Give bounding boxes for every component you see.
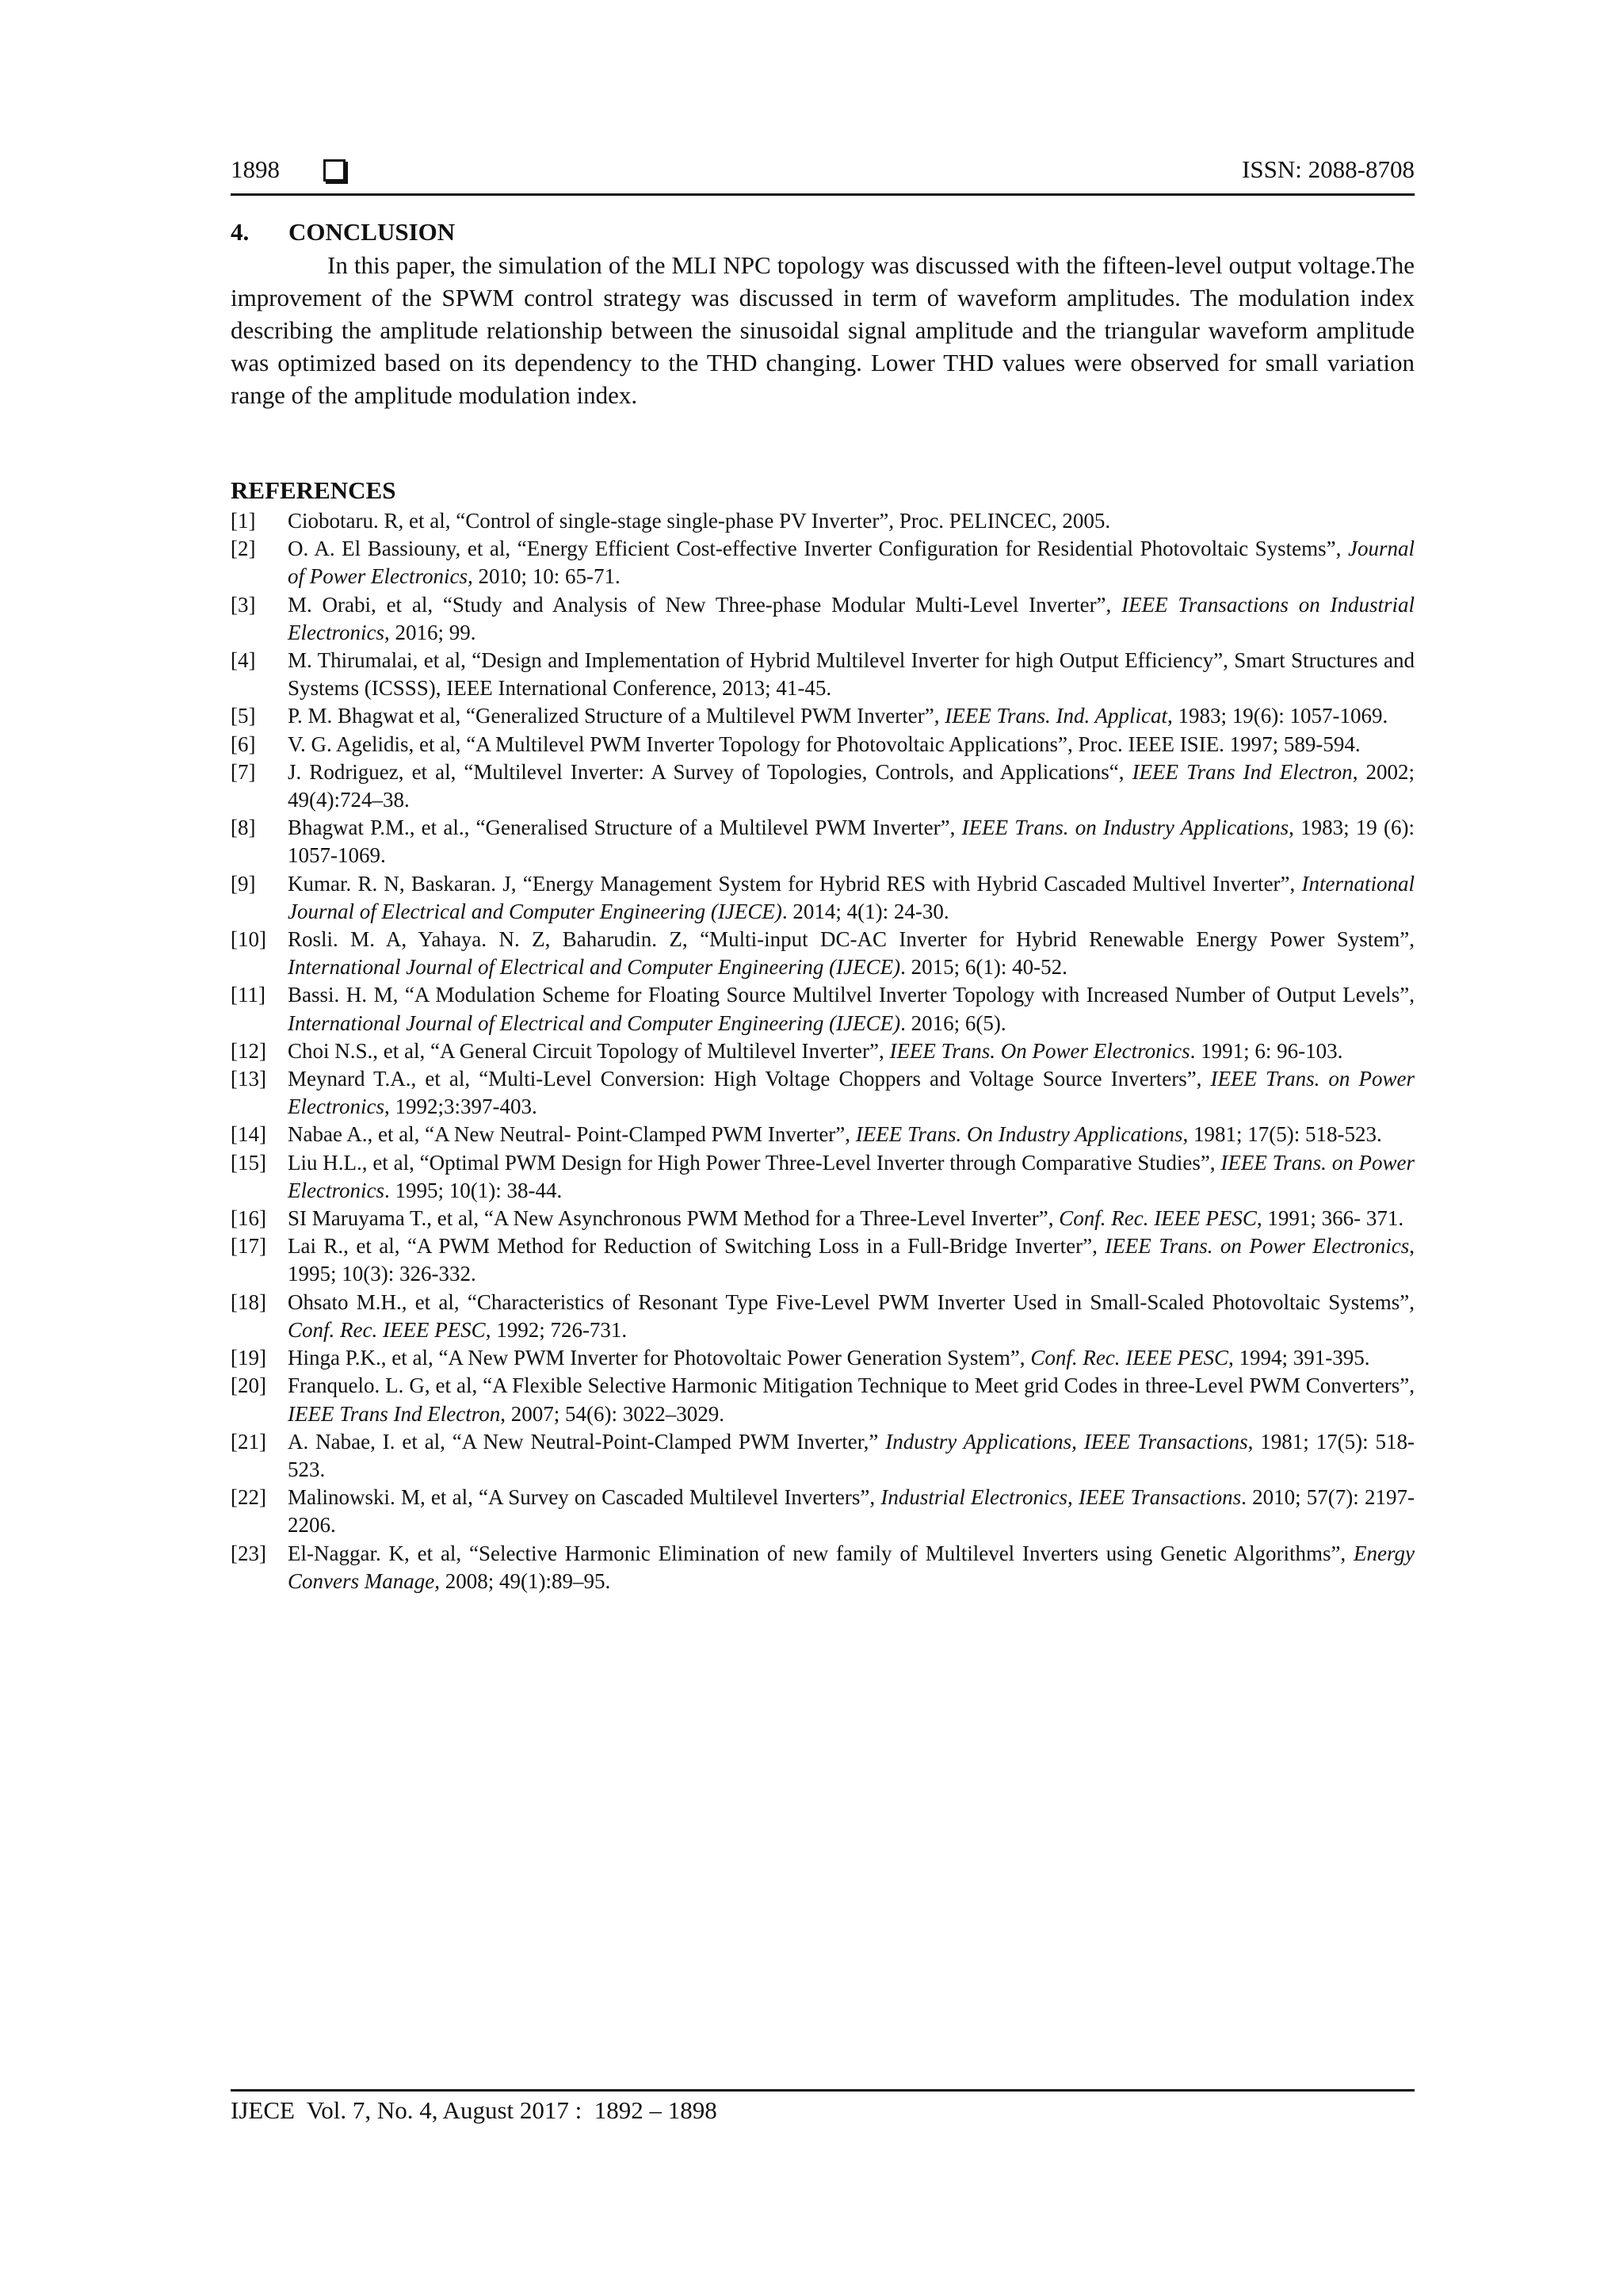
- reference-text-main: Nabae A., et al, “A New Neutral- Point-Clamped PWM Inverter”,: [288, 1122, 856, 1147]
- reference-item: [231, 1121, 1415, 1148]
- reference-item: [231, 870, 1415, 926]
- reference-text-main: Franquelo. L. G, et al, “A Flexible Selective Harmonic Mitigation Technique to Meet grid Codes in three-Level PWM Converters”,: [288, 1373, 1415, 1398]
- reference-text: [288, 591, 1415, 647]
- reference-text-tail: , 1991; 366- 371.: [1256, 1206, 1404, 1231]
- reference-number: [15]: [231, 1150, 266, 1175]
- reference-text: [288, 1065, 1415, 1121]
- reference-text-tail: 2008; 49(1):89–95.: [439, 1568, 611, 1593]
- reference-text-main: Lai R., et al, “A PWM Method for Reduction of Switching Loss in a Full-Bridge Inverter”,: [288, 1234, 1106, 1259]
- reference-source-italic: IEEE Trans Ind Electron: [1132, 759, 1353, 784]
- reference-text-main: P. M. Bhagwat et al, “Generalized Structure of a Multilevel PWM Inverter”,: [288, 704, 945, 728]
- reference-text: [288, 870, 1415, 926]
- reference-text-tail: , 1981; 17(5): 518-523.: [1182, 1122, 1382, 1147]
- reference-text-main: Liu H.L., et al, “Optimal PWM Design for High Power Three-Level Inverter through Comparative Studies”,: [288, 1150, 1221, 1175]
- reference-item: [231, 1205, 1415, 1232]
- reference-item: [231, 702, 1415, 730]
- reference-text-tail: , 2002; 49(4):724–38.: [288, 759, 1415, 812]
- page-number: 1898: [231, 155, 280, 183]
- reference-number: [10]: [231, 927, 266, 952]
- reference-text: [288, 1289, 1415, 1344]
- reference-source-italic: IEEE Trans. on Industry Applications: [961, 816, 1289, 840]
- reference-source-italic: IEEE Trans. on Power Electronics: [1105, 1234, 1410, 1259]
- reference-number: [1]: [231, 509, 256, 533]
- reference-source-italic: IEEE Trans. Ind. Applicat: [945, 704, 1167, 728]
- section-heading: [231, 216, 1415, 249]
- reference-text: [288, 647, 1415, 702]
- reference-item: [231, 731, 1415, 758]
- reference-item: [231, 1372, 1415, 1427]
- reference-item: [231, 535, 1415, 590]
- reference-text-main: J. Rodriguez, et al, “Multilevel Inverter: A Survey of Topologies, Controls, and Applications“,: [288, 759, 1132, 784]
- reference-text-tail: , 1995; 10(3): 326-332.: [288, 1234, 1415, 1286]
- reference-text: [288, 535, 1415, 590]
- reference-source-italic: IEEE Transactions on Industrial Electronics: [288, 592, 1415, 644]
- reference-source-italic: IEEE Trans. On Power Electronics: [889, 1038, 1190, 1063]
- reference-text-main: Bassi. H. M, “A Modulation Scheme for Floating Source Multilvel Inverter Topology with Increased Number of Output Levels”,: [288, 983, 1415, 1007]
- reference-text: [288, 507, 1415, 535]
- section-number: 4.: [231, 218, 250, 246]
- reference-item: [231, 1232, 1415, 1288]
- issn-label: ISSN: 2088-8708: [1242, 155, 1415, 183]
- reference-source-italic: Conf. Rec. IEEE PESC: [1059, 1206, 1257, 1231]
- reference-text-tail: . 1991; 6: 96-103.: [1190, 1038, 1343, 1063]
- reference-item: [231, 981, 1415, 1037]
- reference-text-main: V. G. Agelidis, et al, “A Multilevel PWM Inverter Topology for Photovoltaic Applications”, Proc. IEEE ISIE. 1997; 589-594.: [288, 732, 1361, 756]
- reference-text-tail: , 1992; 726-731.: [485, 1317, 628, 1342]
- reference-item: [231, 814, 1415, 869]
- reference-number: [6]: [231, 732, 256, 756]
- reference-text: [288, 758, 1415, 814]
- reference-text-main: SI Maruyama T., et al, “A New Asynchronous PWM Method for a Three-Level Inverter”,: [288, 1206, 1060, 1231]
- reference-number: [17]: [231, 1234, 266, 1259]
- reference-text-tail: . 2016; 6(5).: [900, 1010, 1006, 1035]
- reference-item: [231, 591, 1415, 647]
- reference-item: [231, 1540, 1415, 1595]
- page-footer: [231, 2089, 1415, 2125]
- reference-text: [288, 702, 1415, 730]
- reference-number: [3]: [231, 592, 256, 617]
- reference-source-italic: International Journal of Electrical and Computer Engineering (IJECE): [288, 955, 901, 980]
- reference-source-italic: Energy Convers Manage,: [288, 1541, 1415, 1593]
- reference-number: [4]: [231, 648, 256, 673]
- reference-source-italic: International Journal of Electrical and Computer Engineering (IJECE): [288, 871, 1415, 923]
- reference-text-main: M. Orabi, et al, “Study and Analysis of New Three-phase Modular Multi-Level Inverter”,: [288, 592, 1122, 617]
- reference-number: [12]: [231, 1038, 266, 1063]
- reference-list: [231, 507, 1415, 1595]
- reference-source-italic: IEEE Trans. on Power Electronics: [288, 1067, 1415, 1119]
- reference-text-tail: , 1994; 391-395.: [1228, 1346, 1370, 1370]
- reference-text-main: Kumar. R. N, Baskaran. J, “Energy Management System for Hybrid RES with Hybrid Cascaded Multivel Inverter”,: [288, 871, 1302, 896]
- reference-text-main: Malinowski. M, et al, “A Survey on Cascaded Multilevel Inverters”,: [288, 1485, 881, 1510]
- reference-text-tail: . 2015; 6(1): 40-52.: [900, 955, 1067, 980]
- references-title: REFERENCES: [231, 476, 396, 504]
- reference-source-italic: Industry Applications, IEEE Transactions: [885, 1429, 1248, 1454]
- reference-text-main: Meynard T.A., et al, “Multi-Level Conversion: High Voltage Choppers and Voltage Source Inverters”,: [288, 1067, 1211, 1091]
- reference-text-tail: , 2016; 99.: [384, 620, 476, 644]
- reference-text-main: Ohsato M.H., et al, “Characteristics of Resonant Type Five-Level PWM Inverter Used in Small-Scaled Photovoltaic Systems”,: [288, 1289, 1415, 1314]
- conclusion-paragraph: In this paper, the simulation of the MLI NPC topology was discussed with the fifteen-level output voltage.The improvement of the SPWM control strategy was discussed in term of waveform amplitudes. The modulation index describing the amplitude relationship between the sinusoidal signal amplitude and the triangular waveform amplitude was optimized based on its dependency to the THD changing. Lower THD values were observed for small variation range of the amplitude modulation index.: [231, 251, 1415, 409]
- reference-source-italic: Conf. Rec. IEEE PESC: [288, 1317, 486, 1342]
- reference-text: [288, 1428, 1415, 1484]
- reference-item: [231, 1289, 1415, 1344]
- reference-text-tail: . 2010; 57(7): 2197-2206.: [288, 1485, 1415, 1538]
- reference-text-tail: . 2014; 4(1): 24-30.: [781, 899, 949, 923]
- reference-item: [231, 647, 1415, 702]
- reference-text: [288, 926, 1415, 981]
- reference-number: [7]: [231, 759, 256, 784]
- reference-number: [16]: [231, 1206, 266, 1231]
- reference-item: [231, 1149, 1415, 1205]
- reference-number: [23]: [231, 1541, 266, 1565]
- reference-text-main: M. Thirumalai, et al, “Design and Implementation of Hybrid Multilevel Inverter for high Output Efficiency”, Smart Structures and Systems (ICSSS), IEEE International Conference, 2013; 41-45.: [288, 648, 1415, 701]
- reference-text: [288, 1540, 1415, 1595]
- reference-number: [21]: [231, 1429, 266, 1454]
- reference-text-tail: , 1981; 17(5): 518-523.: [288, 1429, 1415, 1481]
- section-title: CONCLUSION: [288, 218, 456, 246]
- reference-text-tail: , 1983; 19(6): 1057-1069.: [1167, 704, 1388, 728]
- reference-text: [288, 1037, 1415, 1065]
- reference-number: [13]: [231, 1067, 266, 1091]
- reference-item: [231, 507, 1415, 535]
- reference-item: [231, 1037, 1415, 1065]
- reference-text: [288, 1344, 1415, 1372]
- reference-number: [19]: [231, 1346, 266, 1370]
- reference-text-tail: , 1992;3:397-403.: [384, 1095, 537, 1119]
- reference-text-main: Bhagwat P.M., et al., “Generalised Structure of a Multilevel PWM Inverter”,: [288, 816, 962, 840]
- reference-item: [231, 1065, 1415, 1121]
- square-box-icon: [323, 159, 346, 181]
- reference-source-italic: Journal of Power Electronics,: [288, 537, 1415, 589]
- reference-text: [288, 981, 1415, 1037]
- reference-text: [288, 1484, 1415, 1539]
- reference-text-main: Choi N.S., et al, “A General Circuit Topology of Multilevel Inverter”,: [288, 1038, 890, 1063]
- reference-number: [11]: [231, 983, 265, 1007]
- reference-source-italic: Conf. Rec. IEEE PESC: [1030, 1346, 1228, 1370]
- reference-text-tail: 2010; 10: 65-71.: [472, 564, 621, 589]
- reference-item: [231, 1484, 1415, 1539]
- reference-text-main: Hinga P.K., et al, “A New PWM Inverter for Photovoltaic Power Generation System”,: [288, 1346, 1031, 1370]
- reference-text: [288, 1149, 1415, 1205]
- conclusion-section: [231, 216, 1415, 411]
- reference-source-italic: Industrial Electronics, IEEE Transactions: [880, 1485, 1242, 1510]
- reference-text-main: El-Naggar. K, et al, “Selective Harmonic Elimination of new family of Multilevel Inverters using Genetic Algorithms”,: [288, 1541, 1354, 1565]
- reference-text: [288, 1372, 1415, 1427]
- reference-text: [288, 1121, 1415, 1148]
- reference-item: [231, 1428, 1415, 1484]
- reference-text: [288, 1232, 1415, 1288]
- reference-item: [231, 1344, 1415, 1372]
- reference-source-italic: IEEE Trans Ind Electron: [288, 1401, 501, 1426]
- reference-text-main: O. A. El Bassiouny, et al, “Energy Efficient Cost-effective Inverter Configuration for Residential Photovoltaic Systems”,: [288, 537, 1348, 561]
- reference-number: [2]: [231, 537, 256, 561]
- reference-text-tail: , 1983; 19 (6): 1057-1069.: [288, 816, 1415, 868]
- reference-text-main: A. Nabae, I. et al, “A New Neutral-Point-Clamped PWM Inverter,”: [288, 1429, 886, 1454]
- reference-number: [18]: [231, 1289, 266, 1314]
- reference-text: [288, 1205, 1415, 1232]
- reference-number: [8]: [231, 816, 256, 840]
- reference-text-tail: . 1995; 10(1): 38-44.: [384, 1178, 563, 1202]
- reference-text-tail: , 2007; 54(6): 3022–3029.: [500, 1401, 724, 1426]
- page-header: [231, 155, 1415, 196]
- footer-citation: IJECE Vol. 7, No. 4, August 2017 : 1892 – 1898: [231, 2096, 717, 2124]
- reference-number: [22]: [231, 1485, 266, 1510]
- reference-number: [14]: [231, 1122, 266, 1147]
- reference-number: [20]: [231, 1373, 266, 1398]
- reference-source-italic: IEEE Trans. on Power Electronics: [288, 1150, 1415, 1202]
- reference-text-main: Rosli. M. A, Yahaya. N. Z, Baharudin. Z, “Multi-input DC-AC Inverter for Hybrid Renewable Energy Power System”,: [288, 927, 1415, 952]
- reference-number: [5]: [231, 704, 256, 728]
- reference-source-italic: International Journal of Electrical and Computer Engineering (IJECE): [288, 1010, 901, 1035]
- reference-item: [231, 926, 1415, 981]
- references-section: [231, 474, 1415, 1595]
- reference-source-italic: IEEE Trans. On Industry Applications: [855, 1122, 1183, 1147]
- reference-item: [231, 758, 1415, 814]
- reference-text: [288, 814, 1415, 869]
- reference-number: [9]: [231, 871, 256, 896]
- reference-text-main: Ciobotaru. R, et al, “Control of single-stage single-phase PV Inverter”, Proc. PELINCEC, 2005.: [288, 509, 1111, 533]
- reference-text: [288, 731, 1415, 758]
